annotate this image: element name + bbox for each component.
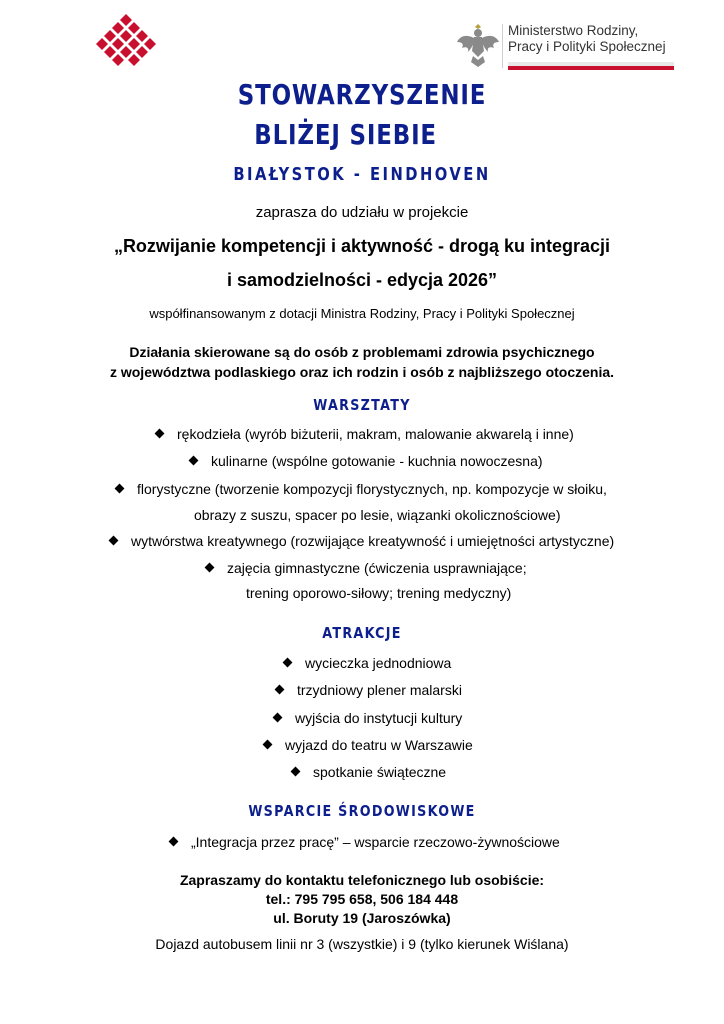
contact-address: ul. Boruty 19 (Jaroszówka) <box>273 910 451 926</box>
list-item: wycieczka jednodniowa <box>284 655 451 671</box>
wsparcie-heading: WSPARCIE ŚRODOWISKOWE <box>248 802 476 820</box>
association-logo <box>96 14 156 74</box>
bullet-diamond-icon <box>115 483 125 493</box>
list-item: florystyczne (tworzenie kompozycji florystycznych, np. kompozycje w słoiku, <box>116 481 607 497</box>
list-item-continuation: trening oporowo-siłowy; trening medyczny) <box>246 585 512 601</box>
list-item: „Integracja przez pracę” – wsparcie rzeczowo-żywnościowe <box>170 834 560 850</box>
bullet-diamond-icon <box>205 562 215 572</box>
ministry-logo <box>456 20 676 74</box>
atrakcje-heading: ATRAKCJE <box>322 624 402 642</box>
bullet-diamond-icon <box>263 739 273 749</box>
list-item: trzydniowy plener malarski <box>276 682 462 698</box>
bullet-diamond-icon <box>273 712 283 722</box>
list-item: wytwórstwa kreatywnego (rozwijające kreatywność i umiejętności artystyczne) <box>110 533 614 549</box>
ministry-name-line2: Pracy i Polityki Społecznej <box>508 39 666 54</box>
bullet-diamond-icon <box>109 535 119 545</box>
invite-text: zaprasza do udziału w projekcie <box>255 204 469 221</box>
project-title-line2: i samodzielności - edycja 2026” <box>226 270 498 290</box>
bullet-diamond-icon <box>155 428 165 438</box>
contact-phone: tel.: 795 795 658, 506 184 448 <box>265 891 459 907</box>
contact-intro: Zapraszamy do kontaktu telefonicznego lub osobiście: <box>179 872 545 888</box>
target-line1: Działania skierowane są do osób z problemami zdrowia psychicznego <box>129 344 595 360</box>
eagle-emblem-icon <box>456 20 500 70</box>
title-line3: BIAŁYSTOK - EINDHOVEN <box>233 164 491 185</box>
list-item: wyjścia do instytucji kultury <box>274 710 462 726</box>
flag-stripe-red <box>508 66 674 70</box>
title-line1: STOWARZYSZENIE <box>237 78 487 111</box>
list-item-continuation: obrazy z suszu, spacer po lesie, wiązanki okolicznościowe) <box>194 507 561 523</box>
list-item: spotkanie świąteczne <box>292 764 446 780</box>
warsztaty-heading: WARSZTATY <box>313 396 411 414</box>
bullet-diamond-icon <box>275 684 285 694</box>
project-title-line1: „Rozwijanie kompetencji i aktywność - drogą ku integracji <box>113 236 611 256</box>
list-item: wyjazd do teatru w Warszawie <box>264 737 473 753</box>
bullet-diamond-icon <box>169 836 179 846</box>
title-line2: BLIŻEJ SIEBIE <box>254 118 437 151</box>
ministry-name-line1: Ministerstwo Rodziny, <box>508 23 639 38</box>
list-item: kulinarne (wspólne gotowanie - kuchnia nowoczesna) <box>190 453 543 469</box>
bullet-diamond-icon <box>189 455 199 465</box>
lattice-logo-icon <box>96 14 156 74</box>
transport-info: Dojazd autobusem linii nr 3 (wszystkie) i 9 (tylko kierunek Wiślana) <box>155 936 569 952</box>
funding-text: współfinansowanym z dotacji Ministra Rodziny, Pracy i Polityki Społecznej <box>149 306 575 321</box>
list-item: rękodzieła (wyrób biżuterii, makram, malowanie akwarelą i inne) <box>156 426 574 442</box>
list-item: zajęcia gimnastyczne (ćwiczenia usprawniające; <box>206 560 527 576</box>
bullet-diamond-icon <box>291 766 301 776</box>
logo-divider <box>502 24 503 68</box>
ministry-name <box>508 23 666 55</box>
target-line2: z województwa podlaskiego oraz ich rodzin i osób z najbliższego otoczenia. <box>109 364 615 380</box>
bullet-diamond-icon <box>283 657 293 667</box>
